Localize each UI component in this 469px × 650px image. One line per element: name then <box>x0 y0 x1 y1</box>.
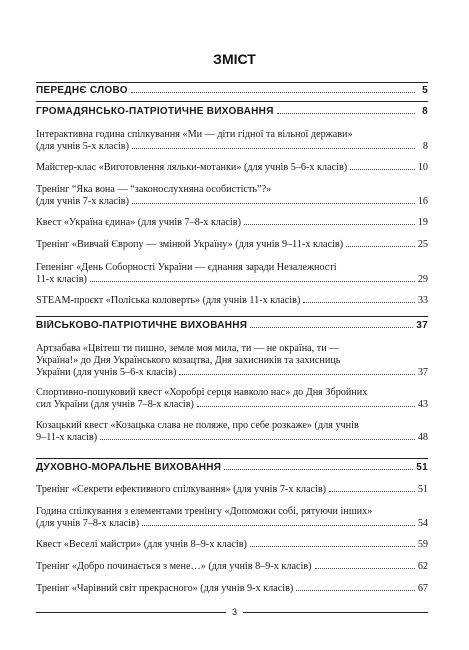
toc-text: (для учнів 7–8-х класів) <box>36 518 140 529</box>
dot-leader <box>244 224 415 225</box>
toc-line <box>36 274 428 286</box>
toc-page-number: 33 <box>417 295 428 306</box>
dot-leader <box>303 302 414 303</box>
toc-page-number: 5 <box>422 85 428 96</box>
toc-entry <box>36 184 428 208</box>
toc-entry <box>36 343 428 379</box>
toc-page-number: 10 <box>417 162 428 173</box>
toc-page-number: 59 <box>417 539 428 550</box>
toc-page-number: 16 <box>417 196 428 207</box>
toc-page-number: 8 <box>422 106 428 117</box>
toc-text: Інтерактивна година спілкування «Ми — діти гідної та вільної держави» <box>36 129 353 140</box>
toc-page-number: 48 <box>417 432 428 443</box>
toc-section <box>36 320 428 332</box>
toc-page-number: 51 <box>417 484 428 495</box>
toc-line <box>36 162 428 174</box>
toc-text: (для учнів 7-х класів) <box>36 196 129 207</box>
toc-text: 9–11-х класів) <box>36 432 98 443</box>
toc-page-number: 29 <box>417 274 428 285</box>
dot-leader <box>197 406 415 407</box>
dot-leader <box>329 491 415 492</box>
toc-entry <box>36 484 428 496</box>
dot-leader <box>90 281 415 282</box>
toc-text: Козацький квест «Козацька слава не поляже, про себе розкаже» (для учнів <box>36 420 359 431</box>
dot-leader <box>277 113 415 114</box>
toc-page-number: 54 <box>417 518 428 529</box>
toc-text: 11-х класів) <box>36 274 87 285</box>
toc-page-number: 51 <box>416 462 428 473</box>
toc-text: Спортивно-пошуковий квест «Хоробрі серця навколо нас» до Дня Збройних <box>36 387 368 398</box>
toc-entry <box>36 262 428 286</box>
dot-leader <box>224 469 413 470</box>
toc-text: України (для учнів 5–6-х класів) <box>36 367 177 378</box>
toc-line <box>36 355 428 367</box>
toc-line <box>36 129 428 141</box>
toc-entry <box>36 561 428 573</box>
divider <box>36 316 428 317</box>
toc-line <box>36 583 428 595</box>
toc-text: ВІЙСЬКОВО-ПАТРІОТИЧНЕ ВИХОВАННЯ <box>36 320 248 331</box>
toc-line <box>36 462 428 474</box>
dot-leader <box>132 203 415 204</box>
divider <box>36 458 428 459</box>
toc-line <box>36 106 428 118</box>
toc-text: Україна!» до Дня Українського козацтва, Дня захисників та захисниць <box>36 355 341 366</box>
toc-entry <box>36 239 428 251</box>
dot-leader <box>346 246 415 247</box>
dot-leader <box>296 590 415 591</box>
page-number: 3 <box>231 607 237 617</box>
toc-text: Гепенінг «День Соборності України — єднання заради Незалежності <box>36 262 337 273</box>
toc-page-number: 8 <box>422 141 428 152</box>
toc-entry <box>36 539 428 551</box>
toc-page-number: 19 <box>417 217 428 228</box>
page-title: ЗМІСТ <box>213 51 256 67</box>
dot-leader <box>100 439 415 440</box>
dot-leader <box>179 374 414 375</box>
toc-text: ГРОМАДЯНСЬКО-ПАТРІОТИЧНЕ ВИХОВАННЯ <box>36 106 274 117</box>
toc-text: Тренінг “Яка вона — “законослухняна особистість”?» <box>36 184 272 195</box>
divider <box>36 101 428 102</box>
toc-text: Тренінг «Чарівний світ прекрасного» (для учнів 9-х класів) <box>36 583 294 594</box>
toc-line <box>36 518 428 530</box>
toc-section <box>36 462 428 474</box>
toc-line <box>36 320 428 332</box>
toc-entry <box>36 217 428 229</box>
toc-entry <box>36 387 428 411</box>
toc-line <box>36 420 428 432</box>
toc-section <box>36 106 428 118</box>
toc-line <box>36 196 428 208</box>
toc-line <box>36 432 428 444</box>
toc-text: STEAM-проєкт «Поліська коловерть» (для учнів 11-х класів) <box>36 295 301 306</box>
dot-leader <box>131 92 415 93</box>
toc-page-number: 43 <box>417 399 428 410</box>
toc-entry <box>36 129 428 153</box>
toc-line <box>36 387 428 399</box>
toc-line <box>36 506 428 518</box>
toc-page-number: 67 <box>417 583 428 594</box>
toc-text: Тренінг «Секрети ефективного спілкування» (для учнів 7-х класів) <box>36 484 327 495</box>
toc-section <box>36 85 428 97</box>
toc-entry <box>36 295 428 307</box>
toc-line <box>36 561 428 573</box>
dot-leader <box>350 169 415 170</box>
toc-text: ДУХОВНО-МОРАЛЬНЕ ВИХОВАННЯ <box>36 462 222 473</box>
toc-text: Квест «Україна єдина» (для учнів 7–8-х класів) <box>36 217 241 228</box>
dot-leader <box>132 148 415 149</box>
dot-leader <box>142 525 415 526</box>
toc-line <box>36 539 428 551</box>
toc-line <box>36 85 428 97</box>
dot-leader <box>315 568 415 569</box>
toc-text: Тренінг «Вивчай Європу — змінюй Україну» (для учнів 9–11-х класів) <box>36 239 344 250</box>
dot-leader <box>250 546 415 547</box>
toc-entry <box>36 162 428 174</box>
toc-page-number: 37 <box>416 320 428 331</box>
dot-leader <box>250 327 413 328</box>
toc-line <box>36 184 428 196</box>
toc-page-number: 62 <box>417 561 428 572</box>
toc-line <box>36 239 428 251</box>
toc-line <box>36 262 428 274</box>
toc-entry <box>36 506 428 530</box>
toc-text: сил України (для учнів 7–8-х класів) <box>36 399 194 410</box>
toc-page-number: 37 <box>417 367 428 378</box>
toc-line <box>36 484 428 496</box>
toc-entry <box>36 420 428 444</box>
toc-line <box>36 217 428 229</box>
divider <box>36 82 428 83</box>
toc-line <box>36 367 428 379</box>
toc-text: Година спілкування з елементами тренінгу «Допоможи собі, рятуючи інших» <box>36 506 373 517</box>
toc-line <box>36 295 428 307</box>
toc-text: (для учнів 5-х класів) <box>36 141 129 152</box>
toc-page-number: 25 <box>417 239 428 250</box>
toc-entry <box>36 583 428 595</box>
toc-text: Тренінг «Добро починається з мене…» (для учнів 8–9-х класів) <box>36 561 312 572</box>
toc-text: ПЕРЕДНЄ СЛОВО <box>36 85 128 96</box>
toc-text: Квест «Веселі майстри» (для учнів 8–9-х класів) <box>36 539 247 550</box>
toc-text: Артзабава «Цвітеш ти пишно, земле моя мила, ти — не окраїна, ти — <box>36 343 340 354</box>
toc-text: Майстер-клас «Виготовлення ляльки-мотанки» (для учнів 5–6-х класів) <box>36 162 348 173</box>
toc-line <box>36 141 428 153</box>
toc-line <box>36 399 428 411</box>
toc-line <box>36 343 428 355</box>
